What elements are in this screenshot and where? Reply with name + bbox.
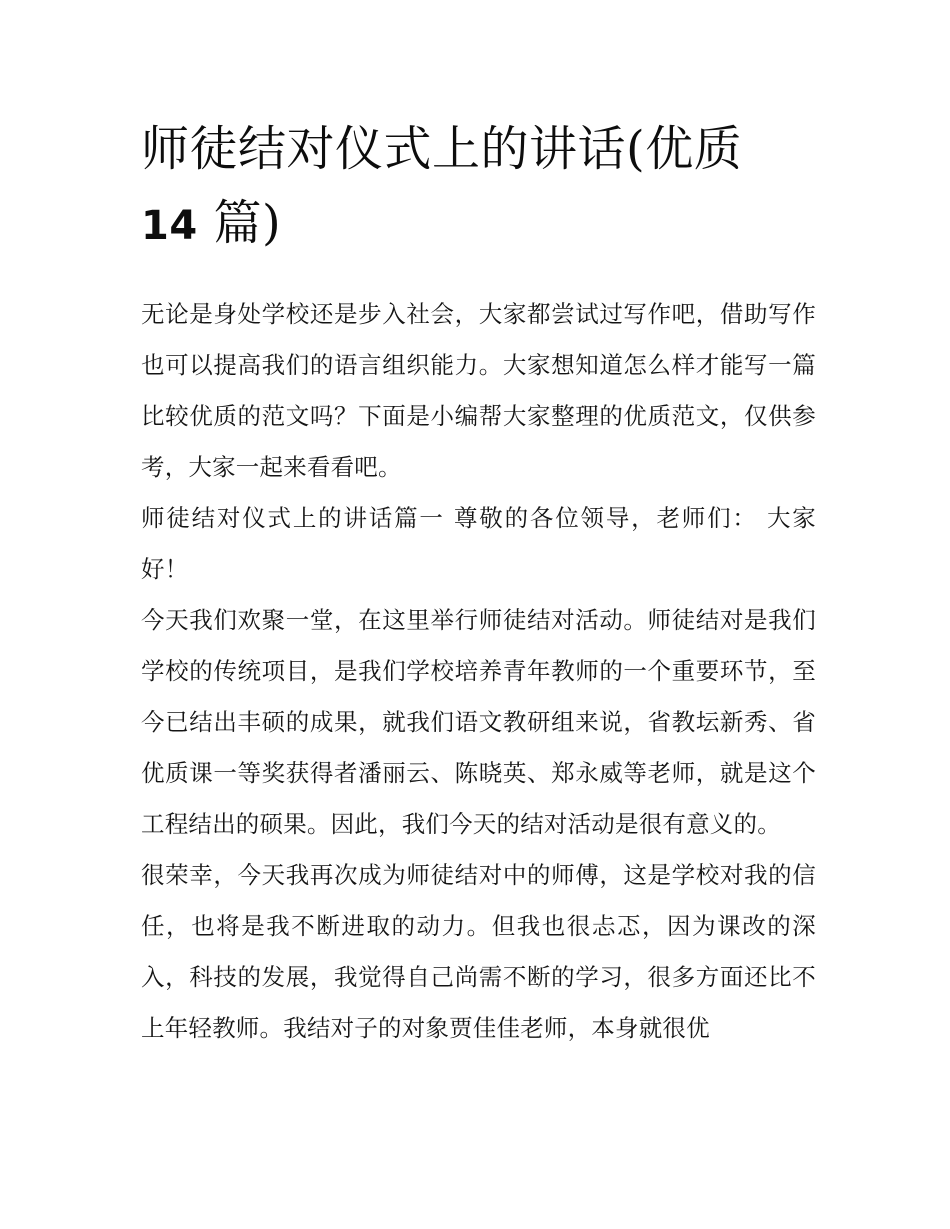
document-title (141, 112, 816, 263)
paragraph-mentor: 很荣幸，今天我再次成为师徒结对中的师傅，这是学校对我的信任，也将是我不断进取的动力。但我也很忐忑，因为课改的深入，科技的发展，我觉得自己尚需不断的学习，很多方面还比不上年轻教师。我结对子的对象贾佳佳老师，本身就很优 (141, 861, 816, 1042)
document-content (141, 112, 816, 1054)
title-count: 14 (141, 203, 198, 249)
paragraph-intro: 无论是身处学校还是步入社会，大家都尝试过写作吧，借助写作也可以提高我们的语言组织能力。大家想知道怎么样才能写一篇比较优质的范文吗？下面是小编帮大家整理的优质范文，仅供参考，大家一起来看看吧。 (141, 300, 816, 481)
title-main: 师徒结对仪式上的讲话(优质 (141, 121, 743, 177)
paragraph-greeting: 师徒结对仪式上的讲话篇一 尊敬的各位领导，老师们： 大家好！ (141, 504, 816, 583)
document-body (141, 289, 816, 1054)
paragraph-event: 今天我们欢聚一堂，在这里举行师徒结对活动。师徒结对是我们学校的传统项目，是我们学校培养青年教师的一个重要环节，至今已结出丰硕的成果，就我们语文教研组来说，省教坛新秀、省优质课一等奖获得者潘丽云、陈晓英、郑永威等老师，就是这个工程结出的硕果。因此，我们今天的结对活动是很有意义的。 (141, 606, 816, 838)
title-suffix: 篇) (213, 195, 282, 251)
